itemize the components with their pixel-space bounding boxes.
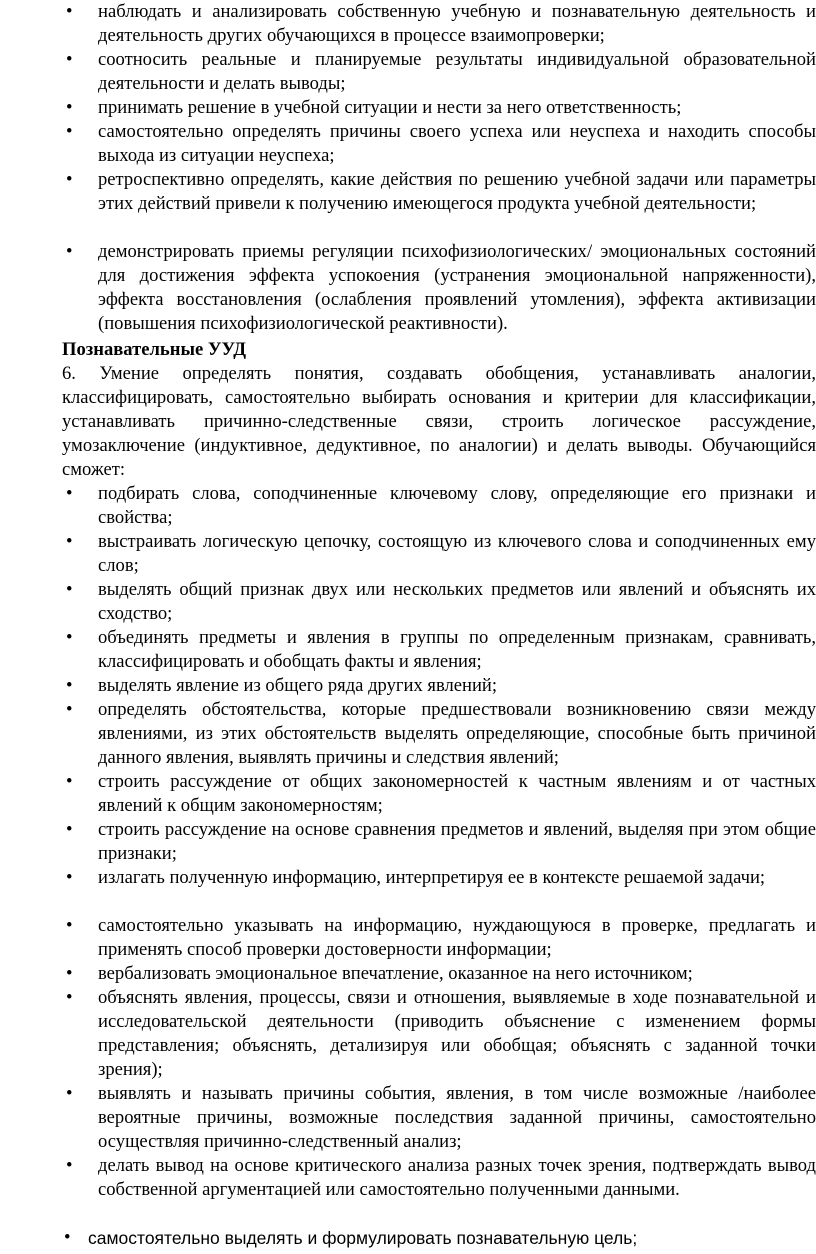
bullet-icon: • — [66, 675, 73, 696]
list-item: определять обстоятельства, которые предшествовали возникновению связи между явлениями, из этих обстоятельств выделять определяющие, способные быть причиной данного явления, выявлять причины и следствия явлений; — [98, 699, 816, 768]
bullet-icon: • — [66, 699, 73, 720]
bullet-icon: • — [66, 1155, 73, 1176]
bullet-icon: • — [66, 531, 73, 552]
intro-paragraph: 6. Умение определять понятия, создавать обобщения, устанавливать аналогии, классифицировать, самостоятельно выбирать основания и критерии для классификации, устанавливать причинно-следственные связи, строить логическое рассуждение, умозаключение (индуктивное, дедуктивное, по аналогии) и делать выводы. Обучающийся сможет: — [62, 363, 816, 480]
bullet-icon: • — [66, 771, 73, 792]
bullet-icon: • — [66, 49, 73, 70]
bullet-icon: • — [66, 963, 73, 984]
list-item: соотносить реальные и планируемые результаты индивидуальной образовательной деятельности и делать выводы; — [98, 49, 816, 94]
bullet-icon: • — [66, 121, 73, 142]
bullet-icon: • — [66, 627, 73, 648]
bullet-icon: • — [64, 1227, 71, 1248]
list-item: наблюдать и анализировать собственную учебную и познавательную деятельность и деятельность других обучающихся в процессе взаимопроверки; — [98, 1, 816, 46]
list-item: выделять явление из общего ряда других явлений; — [98, 675, 498, 696]
list-item: подбирать слова, соподчиненные ключевому слову, определяющие его признаки и свойства; — [98, 483, 816, 528]
list-item: объединять предметы и явления в группы по определенным признакам, сравнивать, классифицировать и обобщать факты и явления; — [98, 627, 816, 672]
list-item: вербализовать эмоциональное впечатление, оказанное на него источником; — [98, 963, 693, 984]
list-item: излагать полученную информацию, интерпретируя ее в контексте решаемой задачи; — [98, 867, 766, 888]
bullet-icon: • — [66, 579, 73, 600]
list-item: объяснять явления, процессы, связи и отношения, выявляемые в ходе познавательной и исследовательской деятельности (приводить объяснение с изменением формы представления; объяснять, детализируя или обобщая; объяснять с заданной точки зрения); — [98, 987, 816, 1080]
bullet-icon: • — [66, 987, 73, 1008]
section-heading: Познавательные УУД — [62, 339, 247, 360]
bullet-icon: • — [66, 97, 73, 118]
list-item: делать вывод на основе критического анализа разных точек зрения, подтверждать вывод собственной аргументацией или самостоятельно полученными данными. — [98, 1155, 816, 1200]
list-item: выстраивать логическую цепочку, состоящую из ключевого слова и соподчиненных ему слов; — [98, 531, 816, 576]
list-item: принимать решение в учебной ситуации и нести за него ответственность; — [98, 97, 682, 118]
list-item: выделять общий признак двух или нескольких предметов или явлений и объяснять их сходство; — [98, 579, 816, 624]
list-item: демонстрировать приемы регуляции психофизиологических/ эмоциональных состояний для достижения эффекта успокоения (устранения эмоциональной напряженности), эффекта восстановления (ослабления проявлений утомления), эффекта активизации (повышения психофизиологической реактивности). — [98, 241, 816, 334]
list-item: строить рассуждение на основе сравнения предметов и явлений, выделяя при этом общие признаки; — [98, 819, 816, 864]
list-item: самостоятельно определять причины своего успеха или неуспеха и находить способы выхода из ситуации неуспеха; — [98, 121, 816, 166]
list-item: самостоятельно указывать на информацию, нуждающуюся в проверке, предлагать и применять способ проверки достоверности информации; — [98, 915, 816, 960]
bullet-icon: • — [66, 915, 73, 936]
bullet-icon: • — [66, 1, 73, 22]
bullet-icon: • — [66, 483, 73, 504]
list-item: выявлять и называть причины события, явления, в том числе возможные /наиболее вероятные причины, возможные последствия заданной причины, самостоятельно осуществляя причинно-следственный анализ; — [98, 1083, 816, 1152]
bullet-icon: • — [66, 1083, 73, 1104]
bullet-icon: • — [66, 819, 73, 840]
list-item: самостоятельно выделять и формулировать познавательную цель; — [88, 1228, 638, 1248]
bullet-icon: • — [66, 169, 73, 190]
bullet-icon: • — [66, 867, 73, 888]
bullet-icon: • — [66, 241, 73, 262]
list-item: ретроспективно определять, какие действия по решению учебной задачи или параметры этих действий привели к получению имеющегося продукта учебной деятельности; — [98, 169, 816, 214]
list-item: строить рассуждение от общих закономерностей к частным явлениям и от частных явлений к общим закономерностям; — [98, 771, 816, 816]
